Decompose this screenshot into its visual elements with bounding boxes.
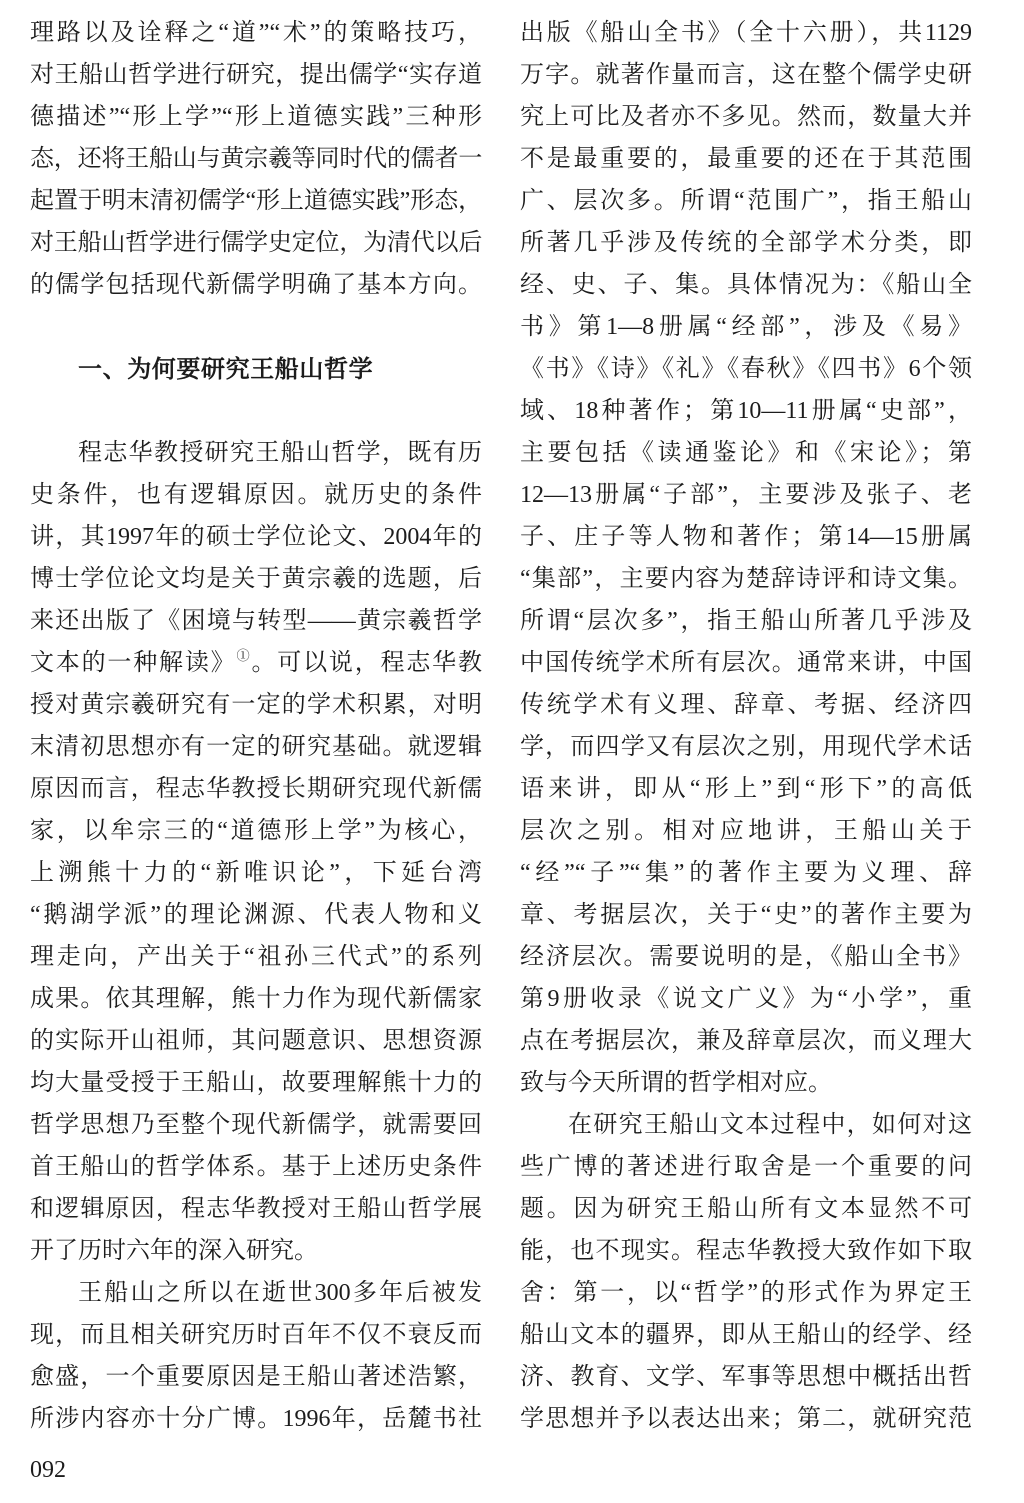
- text-line: 点在考据层次，兼及辞章层次，而义理大: [520, 1028, 972, 1054]
- paragraph: [520, 12, 972, 1104]
- text-line: 12—13册属“子部”，主要涉及张子、老: [520, 482, 972, 508]
- text-line: 理路以及诠释之“道”“术”的策略技巧，: [30, 20, 482, 46]
- text-line: 主要包括《读通鉴论》和《宋论》；第: [520, 440, 972, 466]
- text-line: 些广博的著述进行取舍是一个重要的问: [520, 1154, 972, 1180]
- text-line: 经济层次。需要说明的是，《船山全书》: [520, 944, 972, 970]
- text-line: 所涉内容亦十分广博。1996年，岳麓书社: [30, 1406, 482, 1432]
- text-line: 开了历时六年的深入研究。: [30, 1238, 318, 1264]
- footnote-marker: ①: [236, 648, 252, 664]
- text-line: 均大量受授于王船山，故要理解熊十力的: [30, 1070, 482, 1096]
- text-line: 愈盛，一个重要原因是王船山著述浩繁，: [30, 1364, 482, 1390]
- text-line: 哲学思想乃至整个现代新儒学，就需要回: [30, 1112, 482, 1138]
- paragraph: [30, 432, 482, 1272]
- text-line: 末清初思想亦有一定的研究基础。就逻辑: [30, 734, 482, 760]
- text-line: 经、史、子、集。具体情况为：《船山全: [520, 272, 972, 298]
- text-line: 上溯熊十力的“新唯识论”，下延台湾: [30, 860, 482, 886]
- text-line: 究上可比及者亦不多见。然而，数量大并: [520, 104, 972, 130]
- section-heading: 一、为何要研究王船山哲学: [78, 355, 374, 383]
- text-line: 传统学术有义理、辞章、考据、经济四: [520, 692, 972, 718]
- text-line: 讲，其1997年的硕士学位论文、2004年的: [30, 524, 482, 550]
- text-line: 在研究王船山文本过程中，如何对这: [568, 1112, 972, 1138]
- text-line: 程志华教授研究王船山哲学，既有历: [78, 440, 482, 466]
- text-line: 对王船山哲学进行研究，提出儒学“实存道: [30, 62, 482, 88]
- text-line: 成果。依其理解，熊十力作为现代新儒家: [30, 986, 482, 1012]
- paragraph: [30, 12, 482, 306]
- right-column: [520, 12, 972, 1440]
- text-line: 学思想并予以表达出来；第二，就研究范: [520, 1406, 972, 1432]
- text-line: 首王船山的哲学体系。基于上述历史条件: [30, 1154, 482, 1180]
- text-line: 起置于明末清初儒学“形上道德实践”形态，: [30, 188, 482, 214]
- text-line: 致与今天所谓的哲学相对应。: [520, 1070, 832, 1096]
- left-column: [30, 12, 482, 1440]
- text-line: 层次之别。相对应地讲，王船山关于: [520, 818, 972, 844]
- text-line: 书》第1—8册属“经部”，涉及《易》: [520, 314, 972, 340]
- text-line: 广、层次多。所谓“范围广”，指王船山: [520, 188, 972, 214]
- text-line: 博士学位论文均是关于黄宗羲的选题，后: [30, 566, 482, 592]
- paragraph: [30, 1272, 482, 1440]
- text-line: 不是最重要的，最重要的还在于其范围: [520, 146, 972, 172]
- text-line: 史条件，也有逻辑原因。就历史的条件: [30, 482, 482, 508]
- text-line: 来还出版了《困境与转型——黄宗羲哲学: [30, 608, 482, 634]
- text-line: 《书》《诗》《礼》《春秋》《四书》6个领: [520, 356, 972, 382]
- text-line: 船山文本的疆界，即从王船山的经学、经: [520, 1322, 972, 1348]
- text-line: “鹅湖学派”的理论渊源、代表人物和义: [30, 902, 482, 928]
- text-line: 现，而且相关研究历时百年不仅不衰反而: [30, 1322, 482, 1348]
- text-line: 原因而言，程志华教授长期研究现代新儒: [30, 776, 482, 802]
- text-line: 学，而四学又有层次之别，用现代学术话: [520, 734, 972, 760]
- text-line: 授对黄宗羲研究有一定的学术积累，对明: [30, 692, 482, 718]
- text-line: 家，以牟宗三的“道德形上学”为核心，: [30, 818, 482, 844]
- text-line: 舍：第一，以“哲学”的形式作为界定王: [520, 1280, 972, 1306]
- text-line: 德描述”“形上学”“形上道德实践”三种形: [30, 104, 482, 130]
- text-line: “集部”，主要内容为楚辞诗评和诗文集。: [520, 566, 972, 592]
- text-line: 所谓“层次多”，指王船山所著几乎涉及: [520, 608, 972, 634]
- text-line: 理走向，产出关于“祖孙三代式”的系列: [30, 944, 482, 970]
- text-line: 题。因为研究王船山所有文本显然不可: [520, 1196, 972, 1222]
- text-line: 文本的一种解读》①。可以说，程志华教: [30, 648, 482, 676]
- text-line: 和逻辑原因，程志华教授对王船山哲学展: [30, 1196, 482, 1222]
- text-line: 中国传统学术所有层次。通常来讲，中国: [520, 650, 972, 676]
- text-line: 所著几乎涉及传统的全部学术分类，即: [520, 230, 972, 256]
- text-line: 能，也不现实。程志华教授大致作如下取: [520, 1238, 972, 1264]
- paragraph: [520, 1104, 972, 1440]
- text-line: 域、18种著作；第10—11册属“史部”，: [520, 398, 972, 424]
- text-line: 的儒学包括现代新儒学明确了基本方向。: [30, 272, 482, 298]
- text-line: 王船山之所以在逝世300多年后被发: [78, 1280, 482, 1306]
- text-line: 态，还将王船山与黄宗羲等同时代的儒者一: [30, 146, 482, 172]
- text-line: 子、庄子等人物和著作；第14—15册属: [520, 524, 972, 550]
- text-line: 济、教育、文学、军事等思想中概括出哲: [520, 1364, 972, 1390]
- page-number: 092: [30, 1457, 66, 1483]
- text-line: 出版《船山全书》（全十六册），共1129: [520, 20, 972, 46]
- text-line: 章、考据层次，关于“史”的著作主要为: [520, 902, 972, 928]
- text-line: 万字。就著作量而言，这在整个儒学史研: [520, 62, 972, 88]
- text-line: 对王船山哲学进行儒学史定位，为清代以后: [30, 230, 482, 256]
- text-line: “经”“子”“集”的著作主要为义理、辞: [520, 860, 972, 886]
- text-line: 语来讲，即从“形上”到“形下”的高低: [520, 776, 972, 802]
- text-line: 的实际开山祖师，其问题意识、思想资源: [30, 1028, 482, 1054]
- text-line: 第9册收录《说文广义》为“小学”，重: [520, 986, 972, 1012]
